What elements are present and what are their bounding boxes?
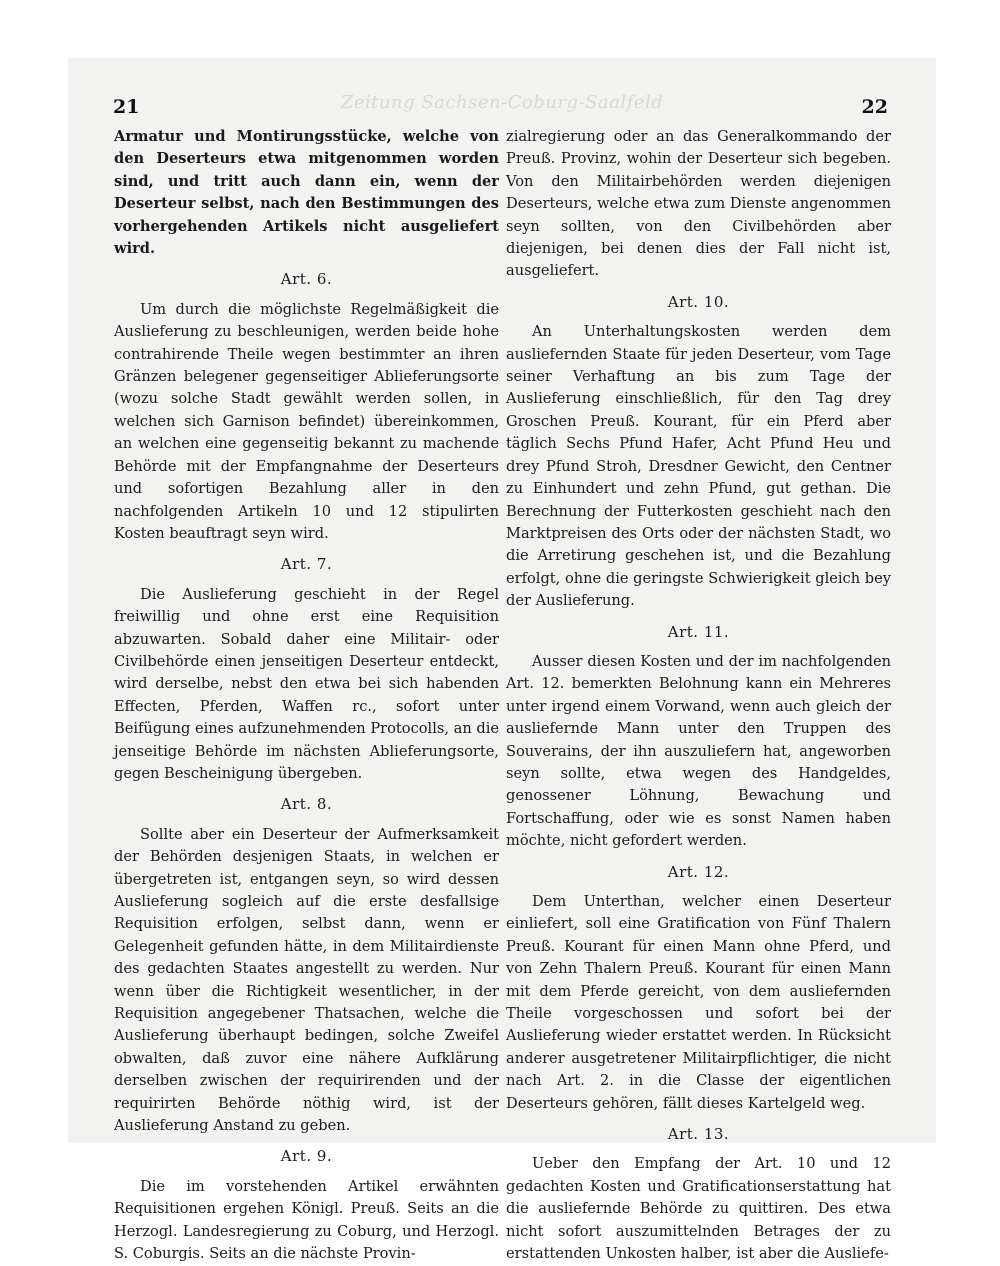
article-12-text: Dem Unterthan, welcher einen Deserteur einliefert, soll eine Gratification von Fünf Thalern Preuß. Kourant für einen Mann ohne Pferd, und von Zehn Thalern Preuß. Kourant für einen Mann mit dem Pferde gereicht, von dem ausliefernden Theile vorgeschossen und sofort bei der Auslieferung wieder erstattet werden. In Rücksicht anderer ausgetretener Militairpflichtiger, die nicht nach Art. 2. in die Classe der eigentlichen Deserteurs gehören, fällt dieses Kartelgeld weg. — [506, 893, 891, 1112]
page-number-left: 21 — [113, 96, 140, 118]
book-page — [68, 58, 936, 1263]
left-column — [114, 126, 499, 1266]
article-6-heading: Art. 6. — [280, 270, 333, 289]
right-column — [506, 126, 891, 1266]
article-9-continuation: zialregierung oder an das Generalkommando der Preuß. Provinz, wohin der Deserteur sich begeben. Von den Militairbehörden werden diejenigen Deserteurs, welche etwa zum Dienste angenommen seyn sollten, von den Civilbehörden aber diejenigen, bei denen dies der Fall nicht ist, ausgeliefert. — [506, 128, 891, 280]
article-10-text: An Unterhaltungskosten werden dem ausliefernden Staate für jeden Deserteur, vom Tage seiner Verhaftung an bis zum Tage der Auslieferung einschließlich, für den Tag drey Groschen Preuß. Kourant, für ein Pferd aber täglich Sechs Pfund Hafer, Acht Pfund Heu und drey Pfund Stroh, Dresdner Gewicht, den Centner zu Einhundert und zehn Pfund, gut gethan. Die Berechnung der Futterkosten geschieht nach den Marktpreisen des Orts oder der nächsten Stadt, wo die Arretirung geschehen ist, und die Bezahlung erfolgt, ohne die geringste Schwierigkeit gleich bey der Auslieferung. — [506, 323, 891, 610]
running-header: Zeitung Sachsen-Coburg-Saalfeld — [340, 92, 664, 113]
continuation-paragraph: Armatur und Montirungsstücke, welche von den Deserteurs etwa mitgenommen worden sind, und tritt auch dann ein, wenn der Deserteur selbst, nach den Bestimmungen des vorhergehenden Artikels nicht ausgeliefert wird. — [114, 128, 499, 258]
article-8-heading: Art. 8. — [280, 795, 333, 814]
article-11-heading: Art. 11. — [667, 622, 730, 641]
article-11-text: Ausser diesen Kosten und der im nachfolgenden Art. 12. bemerkten Belohnung kann ein Mehreres unter irgend einem Vorwand, wenn auch gleich der ausliefernde Mann unter den Truppen des Souverains, der ihn auszuliefern hat, angeworben seyn sollte, etwa wegen des Handgeldes, genossener Löhnung, Bewachung und Fortschaffung, oder wie es sonst Namen haben möchte, nicht gefordert werden. — [506, 652, 891, 850]
article-7-heading: Art. 7. — [280, 555, 333, 574]
article-6-text: Um durch die möglichste Regelmäßigkeit die Auslieferung zu beschleunigen, werden beide hohe contrahirende Theile wegen bestimmter an ihren Gränzen belegener gegenseitiger Ablieferungsorte (wozu solche Stadt gewählt werden sollen, in welchen sich Garnison befindet) übereinkommen, an welchen eine gegenseitig bekannt zu machende Behörde mit der Empfangnahme der Deserteurs und sofortigen Bezahlung aller in den nachfolgenden Artikeln 10 und 12 stipulirten Kosten beauftragt seyn wird. — [114, 300, 499, 542]
article-13-text: Ueber den Empfang der Art. 10 und 12 gedachten Kosten und Gratificationserstattung hat die ausliefernde Behörde zu quittiren. Des etwa nicht sofort auszumittelnden Betrages der zu erstattenden Unkosten halber, ist aber die Ausliefe- — [506, 1155, 891, 1263]
article-8-text: Sollte aber ein Deserteur der Aufmerksamkeit der Behörden desjenigen Staats, in welchen er übergetreten ist, entgangen seyn, so wird dessen Auslieferung sogleich auf die erste desfallsige Requisition erfolgen, selbst dann, wenn er Gelegenheit gefunden hätte, in dem Militairdienste des gedachten Staates angestellt zu werden. Nur wenn über die Richtigkeit wesentlicher, in der Requisition angegebener Thatsachen, welche die Auslieferung überhaupt bedingen, solche Zweifel obwalten, daß zuvor eine nähere Aufklärung derselben zwischen der requirirenden und der requirirten Behörde nöthig wird, ist der Auslieferung Anstand zu geben. — [114, 825, 499, 1135]
article-12-heading: Art. 12. — [667, 862, 730, 881]
article-10-heading: Art. 10. — [667, 292, 730, 311]
article-7-text: Die Auslieferung geschieht in der Regel freiwillig und ohne erst eine Requisition abzuwarten. Sobald daher eine Militair- oder Civilbehörde einen jenseitigen Deserteur entdeckt, wird derselbe, nebst den etwa bei sich habenden Effecten, Pferden, Waffen rc., sofort unter Beifügung eines aufzunehmenden Protocolls, an die jenseitige Behörde im nächsten Ablieferungsorte, gegen Bescheinigung übergeben. — [114, 585, 500, 782]
article-13-heading: Art. 13. — [667, 1125, 730, 1144]
article-9-text: Die im vorstehenden Artikel erwähnten Requisitionen ergehen Königl. Preuß. Seits an die Herzogl. Landesregierung zu Coburg, und Herzogl. S. Coburgis. Seits an die nächste Provin- — [114, 1177, 499, 1263]
article-9-heading: Art. 9. — [280, 1147, 333, 1166]
page-number-right: 22 — [861, 96, 888, 118]
